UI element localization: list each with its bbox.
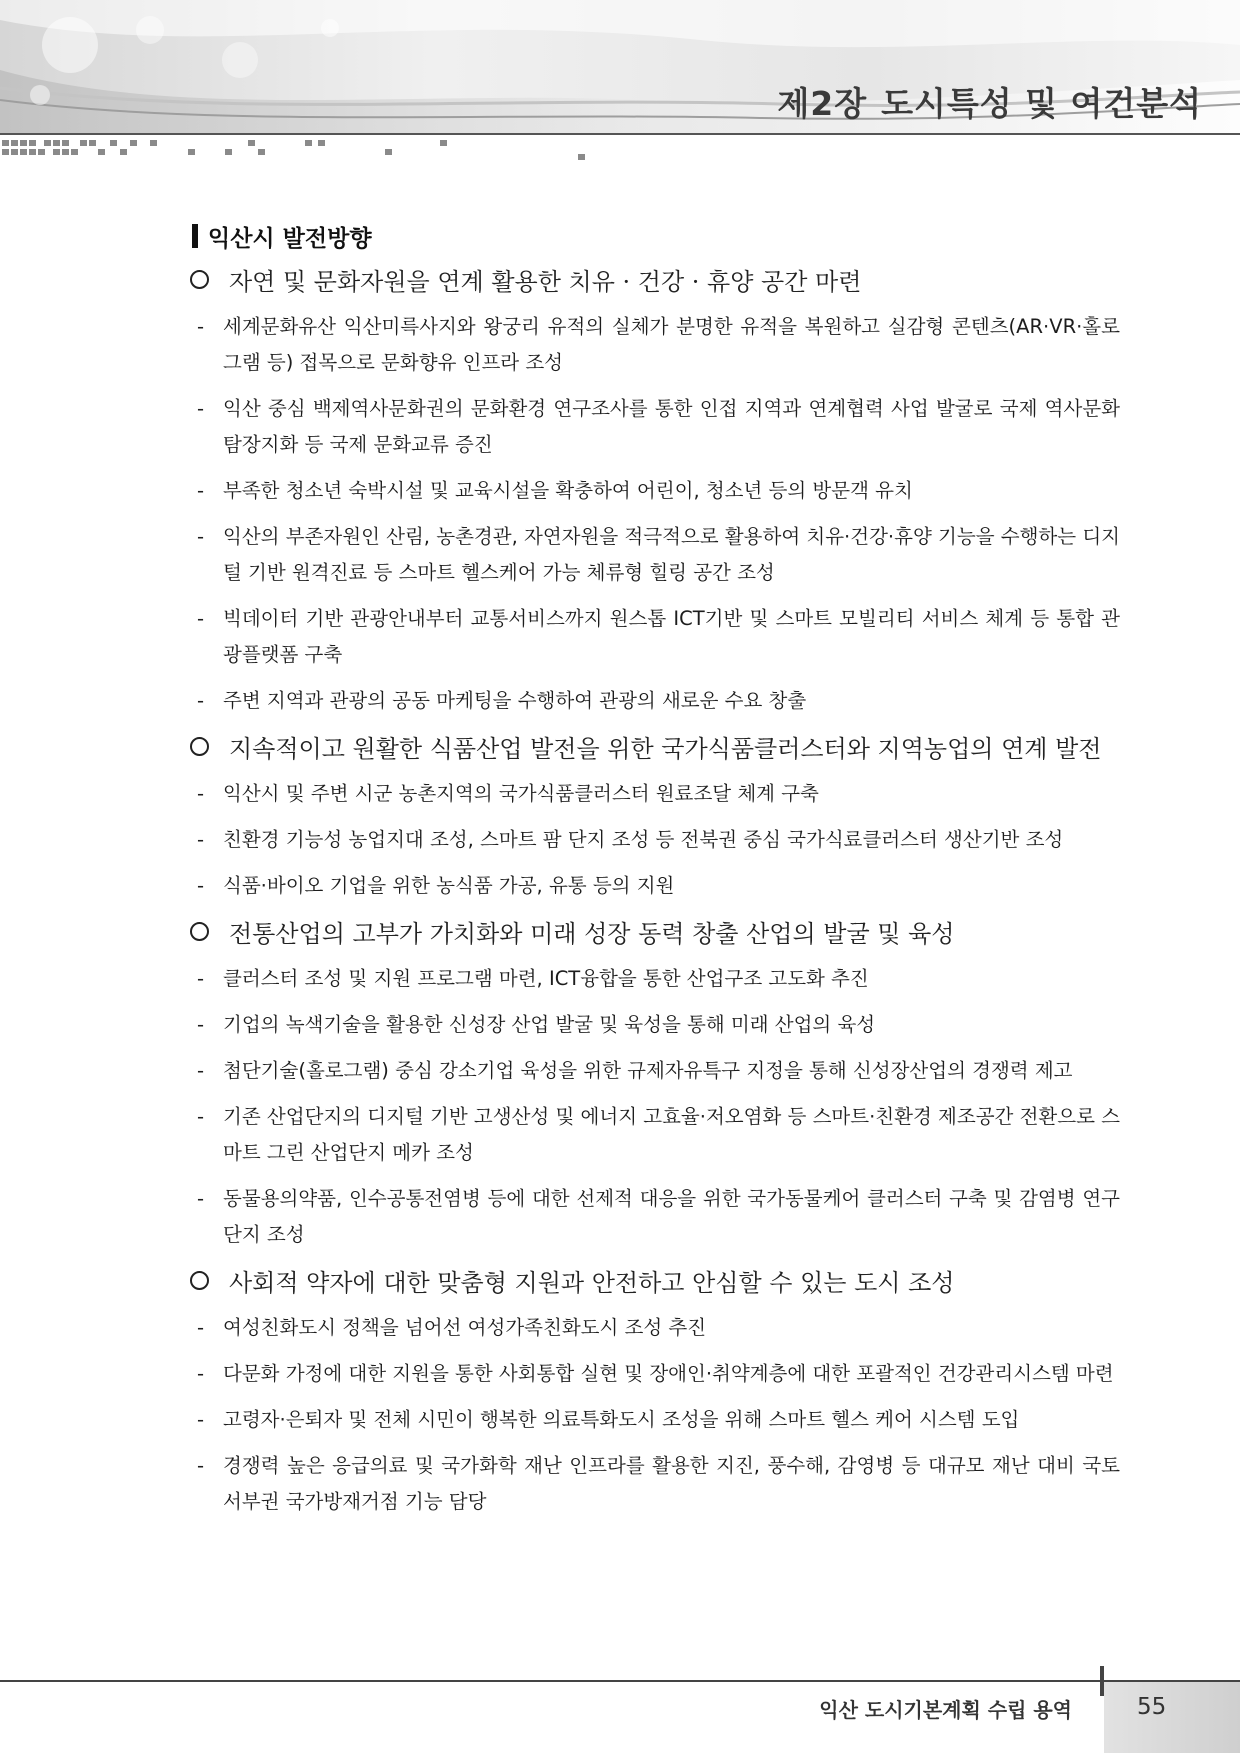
list-item	[190, 1402, 1120, 1438]
list-item	[190, 1448, 1120, 1520]
list-item	[190, 473, 1120, 509]
list-item	[190, 1181, 1120, 1253]
topic-heading	[190, 262, 1120, 297]
circle-bullet-icon	[190, 922, 209, 941]
list-item-text: 다문화 가정에 대한 지원을 통한 사회통합 실현 및 장애인·취약계층에 대한 포괄적인 건강관리시스템 마련	[223, 1362, 1114, 1385]
circle-bullet-icon	[190, 1271, 209, 1290]
list-item	[190, 391, 1120, 463]
topic-title: 사회적 약자에 대한 맞춤형 지원과 안전하고 안심할 수 있는 도시 조성	[229, 1269, 955, 1297]
dash-bullet-icon: -	[197, 479, 205, 502]
list-item	[190, 601, 1120, 673]
heading-bar-marker	[192, 224, 198, 248]
dash-bullet-icon: -	[197, 874, 205, 897]
dash-bullet-icon: -	[197, 689, 205, 712]
topic-heading	[190, 914, 1120, 949]
list-item-text: 익산 중심 백제역사문화권의 문화환경 연구조사를 통한 인접 지역과 연계협력 사업 발굴로 국제 역사문화 탐장지화 등 국제 문화교류 증진	[223, 397, 1120, 456]
dash-bullet-icon: -	[197, 397, 205, 420]
dash-bullet-icon: -	[197, 1454, 205, 1477]
dash-bullet-icon: -	[197, 1316, 205, 1339]
list-item-text: 세계문화유산 익산미륵사지와 왕궁리 유적의 실체가 분명한 유적을 복원하고 실감형 콘텐츠(AR·VR·홀로그램 등) 접목으로 문화향유 인프라 조성	[223, 315, 1120, 374]
list-item	[190, 1356, 1120, 1392]
chapter-title	[777, 78, 1202, 125]
list-item-text: 식품·바이오 기업을 위한 농식품 가공, 유통 등의 지원	[223, 874, 675, 897]
dash-bullet-icon: -	[197, 607, 205, 630]
list-item-text: 경쟁력 높은 응급의료 및 국가화학 재난 인프라를 활용한 지진, 풍수해, 감영병 등 대규모 재난 대비 국토 서부권 국가방재거점 기능 담당	[223, 1454, 1120, 1513]
list-item-text: 기업의 녹색기술을 활용한 신성장 산업 발굴 및 육성을 통해 미래 산업의 육성	[223, 1013, 876, 1036]
dash-bullet-icon: -	[197, 1013, 205, 1036]
pixel-pattern-decoration	[0, 138, 600, 166]
list-item	[190, 1310, 1120, 1346]
list-item	[190, 683, 1120, 719]
list-item-text: 동물용의약품, 인수공통전염병 등에 대한 선제적 대응을 위한 국가동물케어 클러스터 구축 및 감염병 연구단지 조성	[223, 1187, 1120, 1246]
dash-bullet-icon: -	[197, 1362, 205, 1385]
list-item	[190, 868, 1120, 904]
page-number-box	[1104, 1682, 1240, 1753]
list-item-text: 고령자·은퇴자 및 전체 시민이 행복한 의료특화도시 조성을 위해 스마트 헬스 케어 시스템 도입	[223, 1408, 1020, 1431]
circle-bullet-icon	[190, 737, 209, 756]
topic-title: 자연 및 문화자원을 연계 활용한 치유 · 건강 · 휴양 공간 마련	[229, 268, 862, 296]
topic-title: 지속적이고 원활한 식품산업 발전을 위한 국가식품클러스터와 지역농업의 연계 발전	[229, 735, 1102, 763]
list-item-text: 익산시 및 주변 시군 농촌지역의 국가식품클러스터 원료조달 체계 구축	[223, 782, 819, 805]
topic-title: 전통산업의 고부가 가치화와 미래 성장 동력 창출 산업의 발굴 및 육성	[229, 920, 955, 948]
list-item-text: 여성친화도시 정책을 넘어선 여성가족친화도시 조성 추진	[223, 1316, 707, 1339]
section-heading	[192, 218, 1120, 254]
dash-bullet-icon: -	[197, 1187, 205, 1210]
topic-heading	[190, 729, 1120, 764]
list-item-text: 부족한 청소년 숙박시설 및 교육시설을 확충하여 어린이, 청소년 등의 방문객 유치	[223, 479, 913, 502]
page-header	[0, 0, 1240, 175]
list-item-text: 주변 지역과 관광의 공동 마케팅을 수행하여 관광의 새로운 수요 창출	[223, 689, 807, 712]
dash-bullet-icon: -	[197, 1408, 205, 1431]
list-item	[190, 309, 1120, 381]
list-item-text: 빅데이터 기반 관광안내부터 교통서비스까지 원스톱 ICT기반 및 스마트 모빌리티 서비스 체계 등 통합 관광플랫폼 구축	[223, 607, 1120, 666]
chapter-number: 제2장	[777, 84, 868, 123]
dash-bullet-icon: -	[197, 315, 205, 338]
list-item-text: 첨단기술(홀로그램) 중심 강소기업 육성을 위한 규제자유특구 지정을 통해 신성장산업의 경쟁력 제고	[223, 1059, 1073, 1082]
list-item	[190, 519, 1120, 591]
list-item-text: 익산의 부존자원인 산림, 농촌경관, 자연자원을 적극적으로 활용하여 치유·건강·휴양 기능을 수행하는 디지털 기반 원격진료 등 스마트 헬스케어 가능 체류형 힐링 공간 조성	[223, 525, 1120, 584]
topic-heading	[190, 1263, 1120, 1298]
list-item	[190, 1053, 1120, 1089]
footer-document-title: 익산 도시기본계획 수립 용역	[819, 1698, 1072, 1722]
circle-bullet-icon	[190, 270, 209, 289]
main-content	[190, 218, 1120, 1530]
list-item	[190, 1099, 1120, 1171]
list-item	[190, 822, 1120, 858]
list-item-text: 친환경 기능성 농업지대 조성, 스마트 팜 단지 조성 등 전북권 중심 국가식료클러스터 생산기반 조성	[223, 828, 1064, 851]
dash-bullet-icon: -	[197, 967, 205, 990]
chapter-name: 도시특성 및 여건분석	[881, 84, 1202, 123]
list-item	[190, 776, 1120, 812]
header-divider	[0, 133, 1240, 135]
list-item-text: 기존 산업단지의 디지털 기반 고생산성 및 에너지 고효율·저오염화 등 스마트·친환경 제조공간 전환으로 스마트 그린 산업단지 메카 조성	[223, 1105, 1120, 1164]
dash-bullet-icon: -	[197, 782, 205, 805]
dash-bullet-icon: -	[197, 525, 205, 548]
footer-divider	[0, 1680, 1240, 1682]
dash-bullet-icon: -	[197, 828, 205, 851]
dash-bullet-icon: -	[197, 1105, 205, 1128]
page-number: 55	[1137, 1694, 1167, 1720]
list-item	[190, 961, 1120, 997]
section-heading-text: 익산시 발전방향	[208, 225, 372, 252]
list-item	[190, 1007, 1120, 1043]
list-item-text: 클러스터 조성 및 지원 프로그램 마련, ICT융합을 통한 산업구조 고도화 추진	[223, 967, 869, 990]
dash-bullet-icon: -	[197, 1059, 205, 1082]
